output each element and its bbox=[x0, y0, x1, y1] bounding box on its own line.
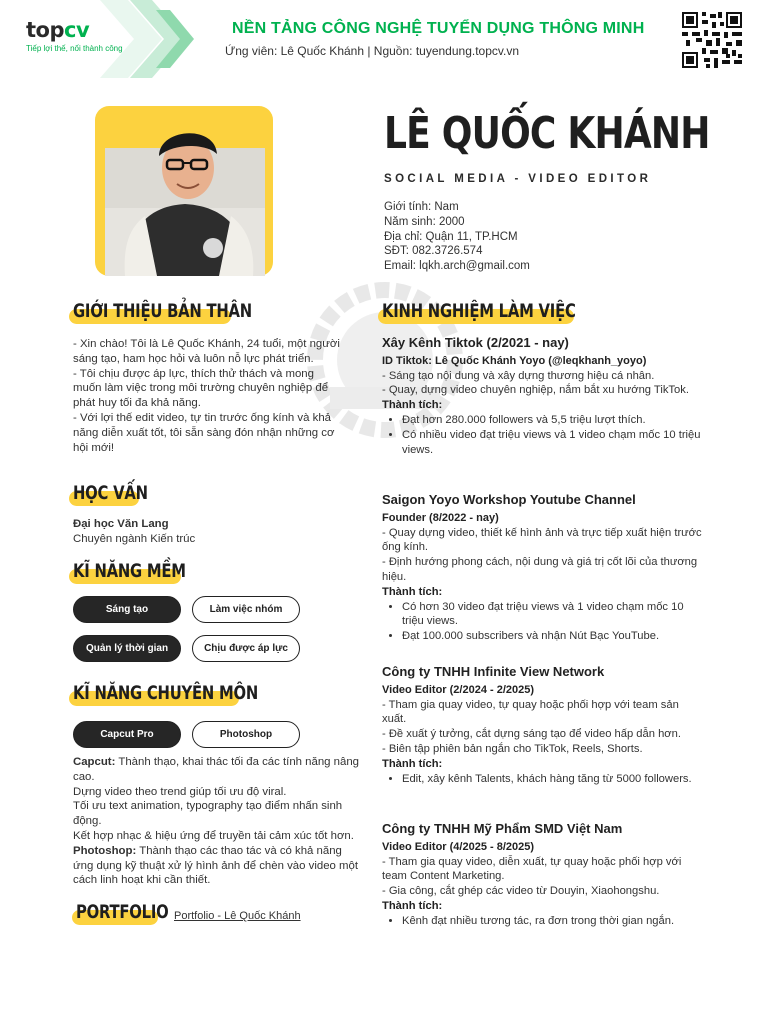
achievement-list bbox=[402, 413, 702, 457]
pro-skill-line: Tối ưu text animation, typography tạo điểm nhấn sinh động. bbox=[73, 800, 343, 828]
portfolio-link[interactable]: Portfolio - Lê Quốc Khánh bbox=[174, 910, 301, 922]
candidate-role: SOCIAL MEDIA - VIDEO EDITOR bbox=[384, 173, 652, 185]
experience-line: - Quay dựng video, thiết kế hình ảnh và trực tiếp xuất hiện trước ống kính. bbox=[382, 526, 702, 554]
pro-skill-line: Dựng video theo trend giúp tối ưu độ viral. bbox=[73, 785, 287, 798]
experience-line: - Biên tập phiên bản ngắn cho TikTok, Reels, Shorts. bbox=[382, 742, 643, 755]
experience-item bbox=[382, 493, 702, 644]
section-education-heading: HỌC VẤN bbox=[73, 482, 169, 508]
experience-line: - Đề xuất ý tưởng, cắt dựng sáng tạo để video hấp dẫn hơn. bbox=[382, 728, 681, 741]
info-address: Địa chỉ: Quận 11, TP.HCM bbox=[384, 230, 518, 243]
platform-title: NỀN TẢNG CÔNG NGHỆ TUYỂN DỤNG THÔNG MINH bbox=[232, 20, 645, 37]
achievement-list bbox=[402, 914, 702, 929]
experience-item bbox=[382, 665, 702, 786]
achievement-list bbox=[402, 600, 702, 644]
experience-line: - Tham gia quay video, tự quay hoặc phối hợp với team sản xuất. bbox=[382, 698, 679, 726]
skill-pill-capcut: Capcut Pro bbox=[73, 721, 181, 748]
experience-line: - Sáng tạo nội dung và xây dựng thương hiệu cá nhân. bbox=[382, 369, 655, 382]
info-gender: Giới tính: Nam bbox=[384, 201, 459, 213]
experience-role: Video Editor (4/2025 - 8/2025) bbox=[382, 840, 535, 853]
pro-skills-text bbox=[73, 755, 365, 888]
education-info bbox=[73, 517, 343, 547]
section-portfolio-heading: PORTFOLIO bbox=[76, 901, 195, 927]
intro-line: - Với lợi thế edit video, tự tin trước ống kính và khả năng diễn xuất tốt, tôi sẵn sàng đón nhận những cơ hội mới! bbox=[73, 411, 335, 454]
achievement-item: • Có hơn 30 video đạt triệu views và 1 video chạm mốc 10 triệu views. bbox=[402, 600, 702, 630]
achievement-item: • Đạt 100.000 subscribers và nhận Nút Bạc YouTube. bbox=[402, 629, 702, 644]
achievement-list bbox=[402, 772, 702, 787]
achievement-item: • Kênh đạt nhiều tương tác, ra đơn trong thời gian ngắn. bbox=[402, 914, 702, 929]
achievement-label: Thành tích: bbox=[382, 757, 443, 770]
intro-text bbox=[73, 337, 343, 455]
candidate-name: LÊ QUỐC KHÁNH bbox=[384, 108, 710, 159]
achievement-label: Thành tích: bbox=[382, 399, 443, 412]
pro-skill-line: Kết hợp nhạc & hiệu ứng để truyền tải cảm xúc tốt hơn. bbox=[73, 829, 354, 842]
section-experience-heading: KINH NGHIỆM LÀM VIỆC bbox=[382, 300, 630, 326]
experience-line: - Định hướng phong cách, nội dung và giá trị cốt lõi của thương hiệu. bbox=[382, 556, 698, 583]
info-birth-year: Năm sinh: 2000 bbox=[384, 215, 465, 228]
logo-tagline: Tiếp lợi thế, nối thành công bbox=[26, 44, 123, 53]
logo-wordmark: topcv bbox=[26, 18, 90, 42]
page-header bbox=[0, 0, 768, 78]
capcut-label: Capcut: bbox=[73, 756, 116, 768]
experience-line: - Gia công, cắt ghép các video từ Douyin, Xiaohongshu. bbox=[382, 885, 660, 898]
experience-line: - Quay, dựng video chuyên nghiệp, nắm bắt xu hướng TikTok. bbox=[382, 384, 689, 397]
skill-pill-photoshop: Photoshop bbox=[192, 721, 300, 748]
experience-item bbox=[382, 822, 702, 929]
experience-title: Công ty TNHH Infinite View Network bbox=[382, 664, 605, 679]
achievement-item: • Edit, xây kênh Talents, khách hàng tăng từ 5000 followers. bbox=[402, 772, 702, 787]
info-phone: SĐT: 082.3726.574 bbox=[384, 245, 483, 258]
experience-line: - Tham gia quay video, diễn xuất, tự quay hoặc phối hợp với team Content Marketing. bbox=[382, 855, 682, 883]
intro-line: - Xin chào! Tôi là Lê Quốc Khánh, 24 tuổi, một người sáng tạo, ham học hỏi và luôn nỗ lực phát triển. bbox=[73, 338, 340, 365]
experience-role: Video Editor (2/2024 - 2/2025) bbox=[382, 683, 535, 696]
skill-pill-creativity: Sáng tạo bbox=[73, 596, 181, 623]
achievement-label: Thành tích: bbox=[382, 899, 443, 912]
section-intro-heading: GIỚI THIỆU BẢN THÂN bbox=[73, 300, 302, 326]
chevron-decoration-icon bbox=[100, 0, 195, 78]
experience-role: ID Tiktok: Lê Quốc Khánh Yoyo (@leqkhanh_yoyo) bbox=[382, 354, 647, 367]
achievement-label: Thành tích: bbox=[382, 585, 443, 598]
intro-line: - Tôi chịu được áp lực, thích thử thách và mong muốn làm việc trong môi trường chuyên nghiệp để phát huy tối đa khả năng. bbox=[73, 367, 329, 410]
skill-pill-time-management: Quản lý thời gian bbox=[73, 635, 181, 662]
profile-photo bbox=[95, 106, 273, 276]
education-major: Chuyên ngành Kiến trúc bbox=[73, 532, 196, 545]
experience-role: Founder (8/2022 - nay) bbox=[382, 511, 499, 524]
skill-pill-pressure: Chịu được áp lực bbox=[192, 635, 300, 662]
experience-title: Saigon Yoyo Workshop Youtube Channel bbox=[382, 492, 636, 507]
personal-info bbox=[384, 200, 530, 274]
section-pro-skills-heading: KĨ NĂNG CHUYÊN MÔN bbox=[73, 682, 310, 708]
achievement-item: • Có nhiều video đạt triệu views và 1 video chạm mốc 10 triệu views. bbox=[402, 428, 702, 458]
experience-title: Công ty TNHH Mỹ Phẩm SMD Việt Nam bbox=[382, 821, 623, 836]
photoshop-text: Thành thạo các thao tác và có khả năng ứng dụng kỹ thuật xử lý hình ảnh để chèn vào video một cách linh hoạt khi cần thiết. bbox=[73, 844, 359, 887]
achievement-item: • Đạt hơn 280.000 followers và 5,5 triệu lượt thích. bbox=[402, 413, 702, 428]
experience-item bbox=[382, 336, 702, 457]
photoshop-label: Photoshop: bbox=[73, 844, 137, 857]
skill-pill-teamwork: Làm việc nhóm bbox=[192, 596, 300, 623]
education-school: Đại học Văn Lang bbox=[73, 518, 169, 530]
qr-code-icon[interactable] bbox=[682, 12, 742, 68]
info-email[interactable]: Email: lqkh.arch@gmail.com bbox=[384, 260, 530, 273]
section-soft-skills-heading: KĨ NĂNG MỀM bbox=[73, 560, 218, 586]
capcut-text: Thành thạo, khai thác tối đa các tính năng nâng cao. bbox=[73, 756, 360, 783]
experience-title: Xây Kênh Tiktok (2/2021 - nay) bbox=[382, 335, 569, 350]
candidate-source: Ứng viên: Lê Quốc Khánh | Nguồn: tuyendung.topcv.vn bbox=[225, 44, 520, 58]
